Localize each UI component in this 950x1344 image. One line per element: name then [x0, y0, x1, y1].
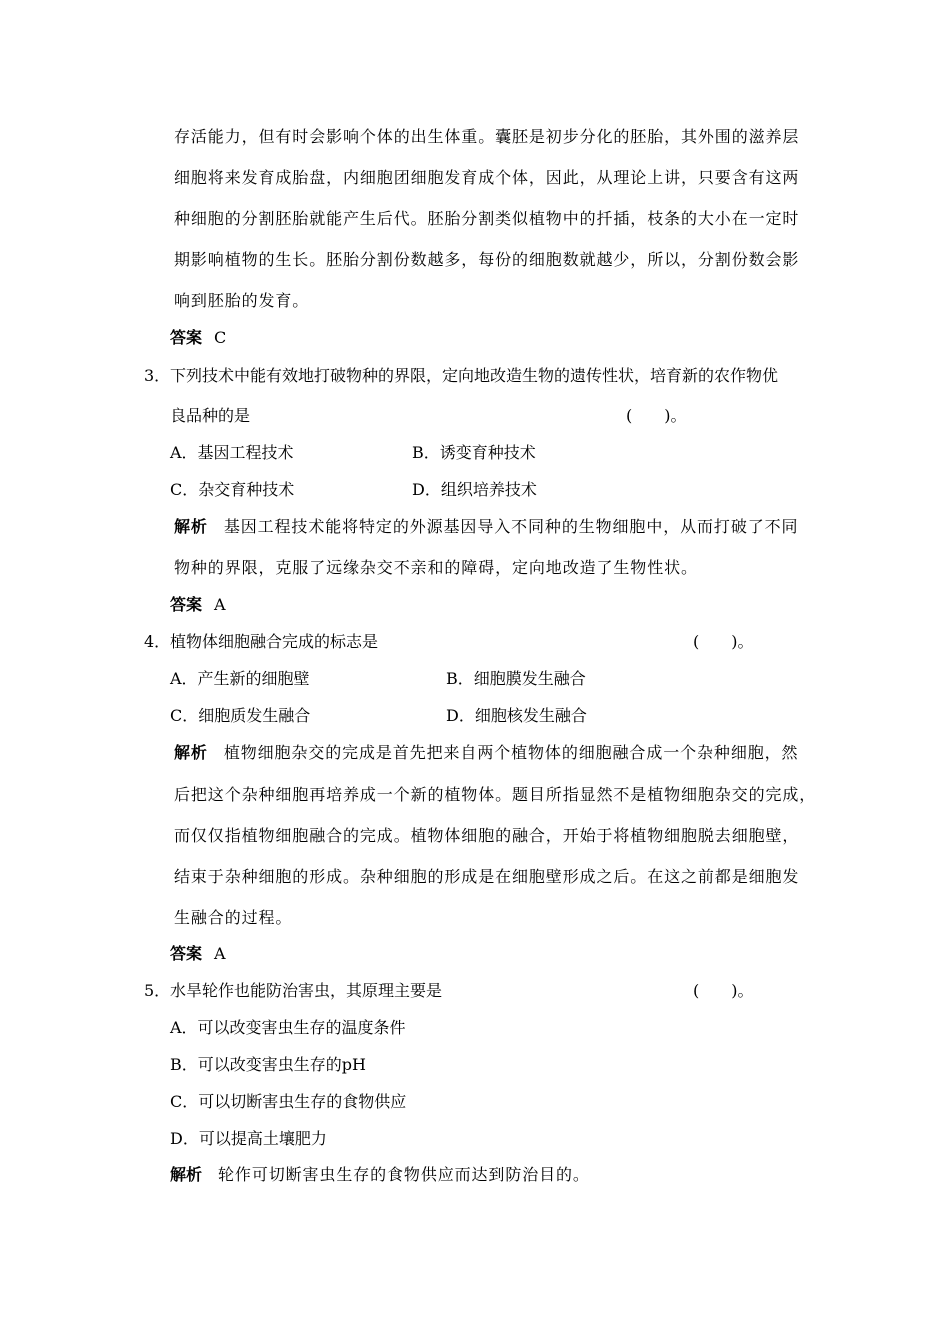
question-3-answer [170, 595, 226, 615]
analysis-text: 轮作可切断害虫生存的食物供应而达到防治目的。 [218, 1165, 590, 1184]
question-5-blank: ( )。 [693, 981, 754, 1000]
question-4-stem [144, 632, 378, 652]
question-3-blank: ( )。 [626, 406, 687, 425]
option-b: B．诱变育种技术 [412, 443, 536, 462]
analysis-text: 植物细胞杂交的完成是首先把来自两个植物体的细胞融合成一个杂种细胞，然 [223, 743, 799, 762]
option-a: A．可以改变害虫生存的温度条件 [170, 1018, 406, 1037]
option-b: B．可以改变害虫生存的pH [170, 1055, 366, 1074]
option-c: C．细胞质发生融合 [170, 706, 311, 725]
question-4-blank: ( )。 [693, 632, 754, 651]
option-b: B．细胞膜发生融合 [446, 669, 586, 688]
question-4-analysis-line-3: 而仅仅指植物细胞融合的完成。植物体细胞的融合，开始于将植物细胞脱去细胞壁， [174, 826, 800, 845]
analysis-text: 基因工程技术能将特定的外源基因导入不同种的生物细胞中，从而打破了不同 [223, 517, 799, 536]
question-3-stem-cont: 良品种的是 [170, 406, 251, 425]
question-5-analysis-line-1 [170, 1165, 590, 1185]
option-c: C．杂交育种技术 [170, 480, 295, 499]
option-a: A．基因工程技术 [170, 443, 294, 462]
question-number: 3． [144, 366, 171, 385]
analysis-label: 解析 [174, 517, 208, 536]
question-4-analysis-line-5: 生融合的过程。 [174, 908, 293, 927]
answer-value: C [214, 328, 227, 347]
intro-line-4: 期影响植物的生长。胚胎分割份数越多，每份的细胞数就越少，所以，分割份数会影 [174, 250, 800, 269]
answer-value: A [214, 595, 226, 614]
intro-line-5: 响到胚胎的发育。 [174, 291, 310, 310]
intro-line-1: 存活能力，但有时会影响个体的出生体重。囊胚是初步分化的胚胎，其外围的滋养层 [174, 127, 800, 146]
answer-label: 答案 [170, 328, 203, 347]
intro-answer [170, 328, 226, 348]
question-3-analysis-line-2: 物种的界限，克服了远缘杂交不亲和的障碍，定向地改造了生物性状。 [174, 558, 698, 577]
option-c: C．可以切断害虫生存的食物供应 [170, 1092, 407, 1111]
answer-label: 答案 [170, 944, 203, 963]
question-4-analysis-line-2: 后把这个杂种细胞再培养成一个新的植物体。题目所指显然不是植物细胞杂交的完成， [174, 785, 817, 804]
analysis-label: 解析 [174, 743, 208, 762]
question-number: 4． [144, 632, 171, 651]
question-4-analysis-line-4: 结束于杂种细胞的形成。杂种细胞的形成是在细胞壁形成之后。在这之前都是细胞发 [174, 867, 800, 886]
question-4-answer [170, 944, 226, 964]
option-d: D．细胞核发生融合 [446, 706, 587, 725]
answer-label: 答案 [170, 595, 203, 614]
answer-value: A [214, 944, 226, 963]
option-d: D．组织培养技术 [412, 480, 537, 499]
question-text: 下列技术中能有效地打破物种的界限，定向地改造生物的遗传性状，培育新的农作物优 [170, 366, 779, 385]
question-4-analysis-line-1 [174, 743, 798, 763]
question-text: 水旱轮作也能防治害虫，其原理主要是 [170, 981, 443, 1000]
intro-line-2: 细胞将来发育成胎盘，内细胞团细胞发育成个体，因此，从理论上讲，只要含有这两 [174, 168, 800, 187]
question-5-stem [144, 981, 442, 1001]
question-number: 5． [144, 981, 171, 1000]
analysis-label: 解析 [170, 1165, 203, 1184]
question-3-analysis-line-1 [174, 517, 798, 537]
option-a: A．产生新的细胞壁 [170, 669, 310, 688]
option-d: D．可以提高土壤肥力 [170, 1129, 327, 1148]
question-text: 植物体细胞融合完成的标志是 [170, 632, 379, 651]
question-3-stem [144, 366, 778, 386]
intro-line-3: 种细胞的分割胚胎就能产生后代。胚胎分割类似植物中的扦插，枝条的大小在一定时 [174, 209, 800, 228]
